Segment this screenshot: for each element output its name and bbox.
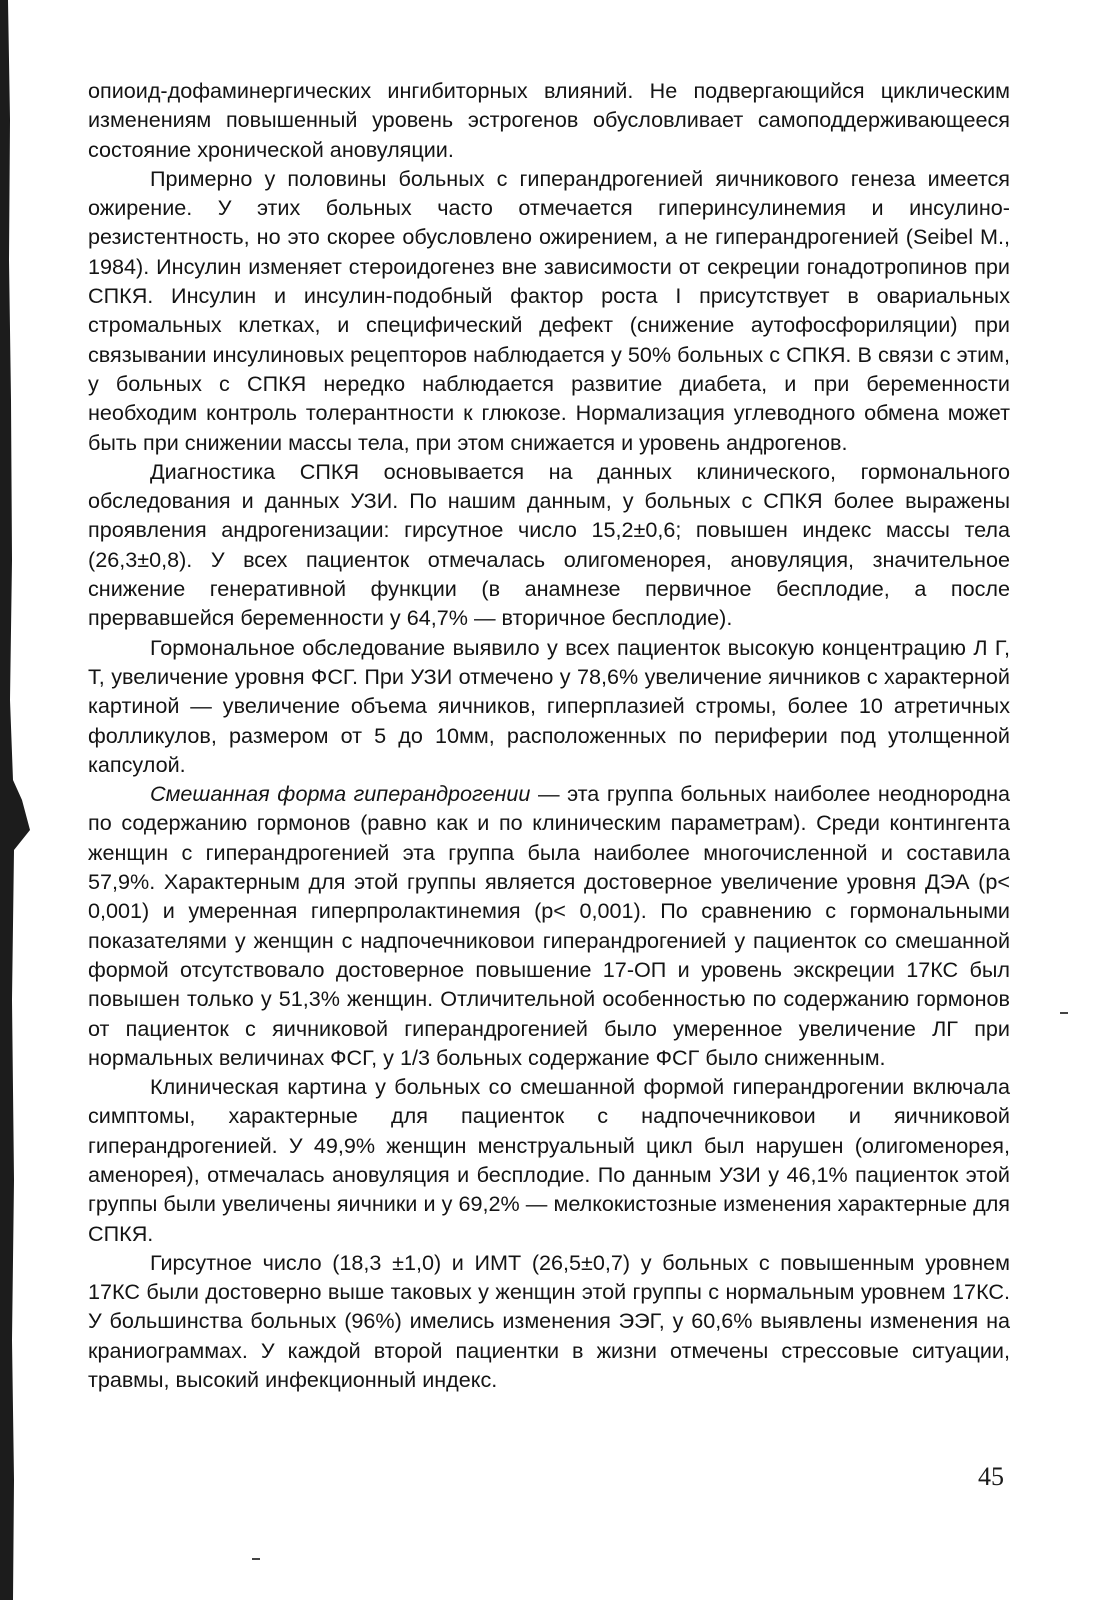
paragraph-3: Диагностика СПКЯ основывается на данных клинического, гормонального обследования и данных УЗИ. По нашим данным, у больных с СПКЯ более выражены проявления андрогенизации: гирсутное число 15,2±0,6; повышен индекс массы тела (26,3±0,8). У всех пациенток отмечалась олигоменорея, ановуляция, значительное снижение генеративной функции (в анамнезе первичное бесплодие, а после прервавшейся беременности у 64,7% — вторичное бесплодие). [88,458,1010,631]
page-number: 45 [978,1462,1004,1491]
paragraph-6: Клиническая картина у больных со смешанной формой гиперандрогении включала симптомы, характерные для пациенток с надпочечниковои и яичниковой гиперандрогенией. У 49,9% женщин менструальный цикл был нарушен (олигоменорея, аменорея), отмечалась ановуляция и бесплодие. По данным УЗИ у 46,1% пациенток этой группы были увеличены яичники и у 69,2% — мелкокистозные изменения характерные для СПКЯ. [88,1074,1010,1246]
paragraph-4: Гормональное обследование выявило у всех пациенток высокую концентрацию Л Г, Т, увеличение уровня ФСГ. При УЗИ отмечено у 78,6% увеличение яичников с характерной картиной — увеличение объема яичников, гиперплазией стромы, более 10 атретичных фолликулов, размером от 5 до 10мм, расположенных по периферии под утолщенной капсулой. [88,634,1010,777]
paragraph-5 [88,779,1010,1072]
scan-speck [252,1558,260,1560]
scan-speck [1060,1012,1068,1014]
paragraph-7: Гирсутное число (18,3 ±1,0) и ИМТ (26,5±0,7) у больных с повышенным уровнем 17КС были достоверно выше таковых у женщин этой группы с нормальным уровнем 17КС. У большинства больных (96%) имелись изменения ЭЭГ, у 60,6% выявлены изменения на краниограммах. У каждой второй пациентки в жизни отмечены стрессовые ситуации, травмы, высокий инфекционный индекс. [88,1249,1010,1393]
body-text [88,76,1010,1394]
paragraph-2: Примерно у половины больных с гиперандрогенией яичникового генеза имеется ожирение. У этих больных часто отмечается гиперинсулинемия и инсулино-резистентность, но это скорее обусловлено ожирением, а не гиперандрогенией (Seibel М., 1984). Инсулин изменяет стероидогенез вне зависимости от секреции гонадотропинов при СПКЯ. Инсулин и инсулин-подобный фактор роста I присутствует в овариальных стромальных клетках, и специфический дефект (снижение аутофосфориляции) при связывании инсулиновых рецепторов наблюдается у 50% больных с СПКЯ. В связи с этим, у больных с СПКЯ нередко наблюдается развитие диабета, и при беременности необходим контроль толерантности к глюкозе. Нормализация углеводного обмена может быть при снижении массы тела, при этом снижается и уровень андрогенов. [88,165,1010,455]
scan-edge-shadow [0,0,40,1600]
paragraph-5-text: — эта группа больных наиболее неоднородна по содержанию гормонов (равно как и по клиническим параметрам). Среди контингента женщин с гиперандрогенией эта группа была наиболее многочисленной и составила 57,9%. Характерным для этой группы является достоверное увеличение уровня ДЭА (р< 0,001) и умеренная гиперпролактинемия (р< 0,001). По сравнению с гормональными показателями у женщин с надпочечниковои гиперандрогенией у пациенток со смешанной формой отсутствовало достоверное повышение 17-ОП и уровень экскреции 17КС был повышен только у 51,3% женщин. Отличительной особенностью по содержанию гормонов от пациенток с яичниковой гиперандрогенией было умеренное увеличение ЛГ при нормальных величинах ФСГ, у 1/3 больных содержание ФСГ было сниженным. [88,781,1010,1070]
mixed-form-term: Смешанная форма гиперандрогении [150,781,531,807]
paragraph-1: опиоид-дофаминергических ингибиторных влияний. Не подвергающийся циклическим изменениям повышенный уровень эстрогенов обусловливает самоподдерживающееся состояние хронической ановуляции. [88,78,1010,162]
